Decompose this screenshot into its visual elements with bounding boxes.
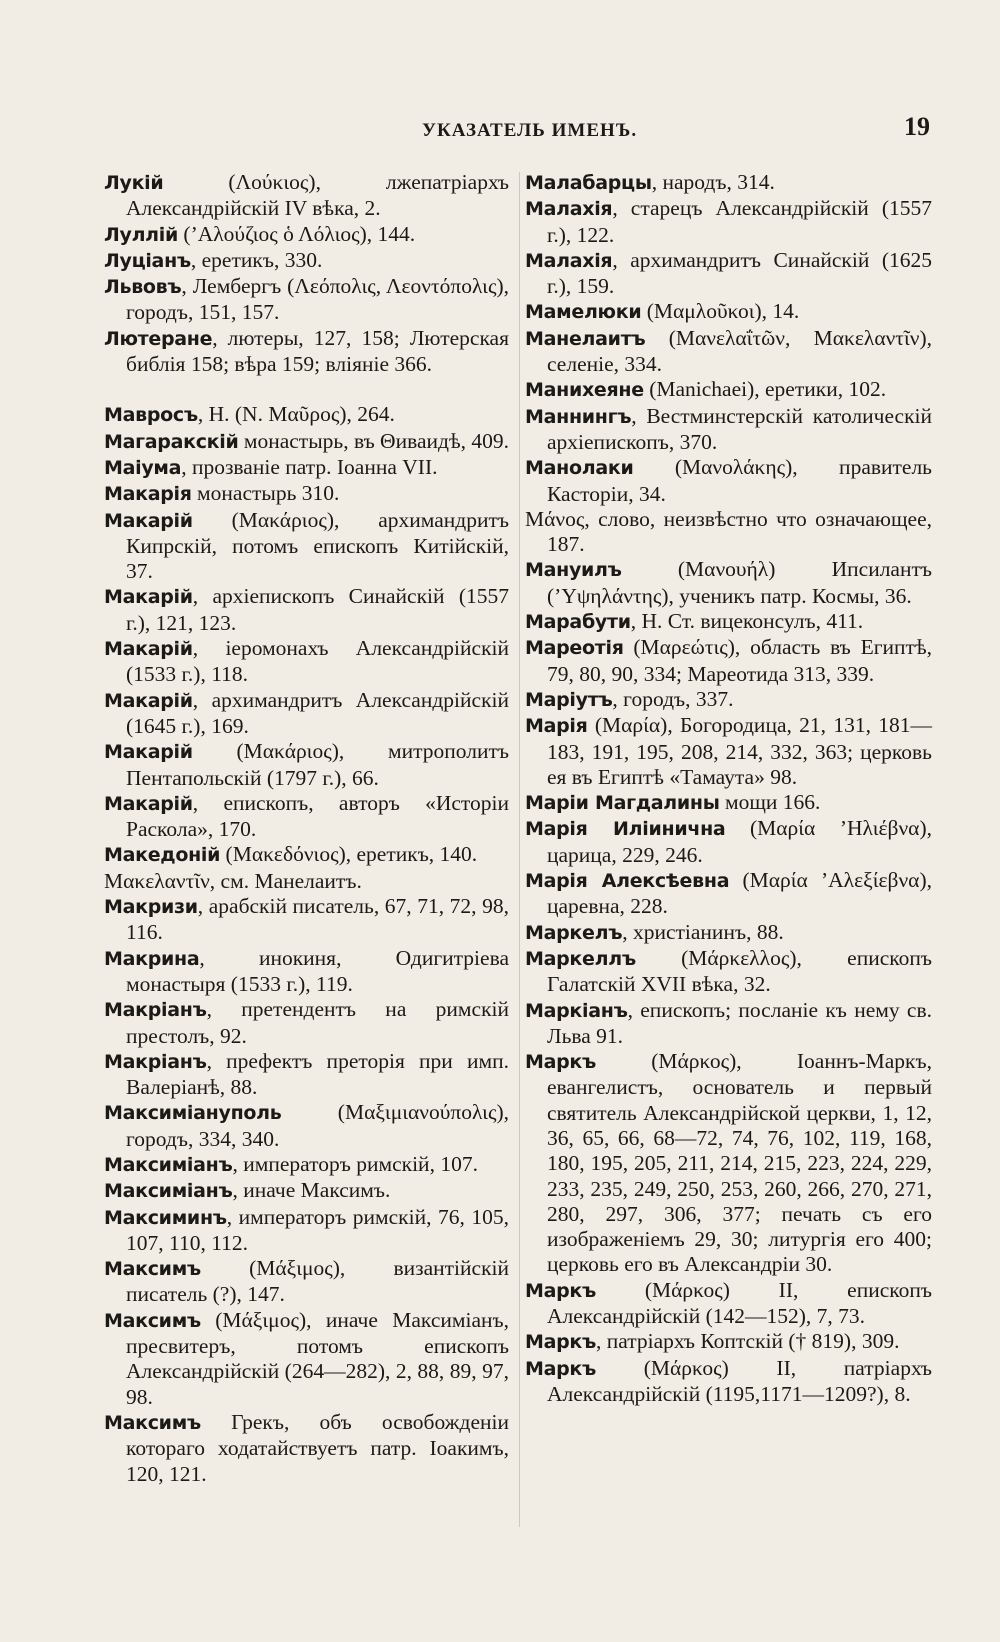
entry-text: , лютеры, 127, 158; Лютерская библія 158; вѣра 159; вліяніе 366.: [126, 325, 509, 377]
entry-text: (Μάρκελλος), епископъ Галатскій XVII вѣка, 32.: [547, 945, 932, 997]
entry-text: , старецъ Александрійскій (1557 г.), 122.: [547, 196, 932, 247]
index-entry: [104, 739, 509, 791]
index-entry: [525, 196, 932, 248]
entry-term: Максиминъ: [104, 1206, 227, 1229]
entry-text: , арабскій писатель, 67, 71, 72, 98, 116.: [126, 894, 509, 945]
entry-term: Максимъ: [104, 1258, 201, 1281]
index-column-right: [525, 170, 932, 1407]
page-header: [104, 112, 930, 152]
entry-term: Македоній: [104, 844, 221, 867]
entry-term: Макарій: [104, 792, 193, 815]
entry-text: (Μανολάκης), правитель Касторіи, 34.: [547, 455, 932, 506]
index-entry: [525, 635, 932, 687]
entry-text: , архимандритъ Александрійскій (1645 г.), 169.: [126, 687, 509, 738]
entry-term: Маріутъ: [525, 688, 613, 711]
entry-term: Макризи: [104, 896, 198, 919]
entry-text: Μακελαντῖν, см. Манелаитъ.: [104, 868, 362, 893]
entry-text: (Μαμλοῦκοι), 14.: [641, 299, 800, 324]
index-entry: [104, 1205, 509, 1257]
entry-term: Магаракскій: [104, 430, 239, 453]
index-entry: [104, 508, 509, 585]
entry-term: Мануилъ: [525, 559, 622, 582]
index-entry: [104, 274, 509, 326]
index-entry: [525, 1329, 932, 1355]
entry-term: Маіума: [104, 456, 182, 479]
index-entry: [525, 455, 932, 507]
entry-text: (Μάρκος) II, епископъ Александрійскій (142—152), 7, 73.: [547, 1277, 932, 1329]
index-entry: [104, 481, 509, 507]
index-entry: [525, 790, 932, 816]
entry-term: Максимъ: [104, 1309, 201, 1332]
index-entry: [104, 1049, 509, 1101]
running-title: УКАЗАТЕЛЬ ИМЕНЪ.: [422, 120, 638, 141]
index-entry: [104, 1256, 509, 1308]
entry-text: (Λούκιος), лжепатріархъ Александрійскій IV вѣка, 2.: [126, 170, 509, 221]
index-entry: [525, 868, 932, 920]
index-entry: [525, 920, 932, 946]
entry-text: , императоръ римскій, 76, 105, 107, 110, 112.: [126, 1204, 509, 1255]
entry-text: , императоръ римскій, 107.: [232, 1151, 478, 1176]
index-entry: [104, 688, 509, 740]
index-column-left: [104, 170, 509, 1487]
entry-text: (’Αλούζιος ὁ Λόλιος), 144.: [178, 221, 416, 246]
entry-text: , претендентъ на римскій престолъ, 92.: [126, 997, 509, 1048]
entry-text: , архіепископъ Синайскій (1557 г.), 121, 123.: [126, 584, 509, 635]
index-entry: [104, 1100, 509, 1152]
index-entry: [104, 894, 509, 946]
entry-term: Маркеллъ: [525, 947, 636, 970]
entry-text: (Μαρεώτις), область въ Египтѣ, 79, 80, 90, 334; Мареотида 313, 339.: [547, 635, 932, 686]
index-entry: [525, 998, 932, 1050]
entry-text: (Μανελαΐτῶν, Μακελαντῖν), селеніе, 334.: [547, 325, 932, 377]
entry-term: Маріи Магдалины: [525, 792, 720, 815]
entry-term: Маркъ: [525, 1051, 597, 1074]
entry-term: Мареотія: [525, 637, 624, 660]
entry-text: (Μάξιμος), византійскій писатель (?), 147.: [126, 1256, 509, 1307]
entry-text: , еретикъ, 330.: [190, 247, 323, 272]
entry-text: (Manichaei), еретики, 102.: [643, 377, 887, 402]
index-entry: [525, 299, 932, 325]
page-number: 19: [904, 112, 930, 141]
index-entry: [104, 1308, 509, 1410]
entry-term: Мамелюки: [525, 301, 642, 324]
entry-term: Мавросъ: [104, 404, 198, 427]
entry-text: монастырь 310.: [191, 481, 340, 506]
index-entry: [525, 557, 932, 609]
index-entry: [525, 1278, 932, 1330]
index-entry: [104, 1178, 509, 1204]
index-entry: [525, 713, 932, 790]
entry-text: , иначе Максимъ.: [232, 1178, 391, 1203]
entry-text: Μάνος, слово, неизвѣстно что означающее, 187.: [525, 506, 932, 557]
index-entry: [104, 1410, 509, 1487]
index-entry: [525, 377, 932, 403]
entry-text: , инокиня, Одигитріева монастыря (1533 г.), 119.: [126, 945, 509, 996]
entry-term: Малахія: [525, 249, 613, 272]
entry-text: , епископъ; посланіе къ нему св. Льва 91.: [547, 997, 932, 1048]
entry-term: Лютеране: [104, 327, 213, 350]
entry-term: Лукій: [104, 172, 164, 194]
entry-text: Грекъ, объ освобожденіи котораго ходатайствуетъ патр. Іоакимъ, 120, 121.: [126, 1409, 509, 1486]
index-entry: [104, 170, 509, 222]
index-entry: [525, 248, 932, 300]
entry-text: (Μαρία ’Αλεξίεβνα), царевна, 228.: [547, 868, 932, 919]
entry-text: (Μακάριος), архимандритъ Кипрскій, потомъ епископъ Китійскій, 37.: [126, 507, 509, 584]
entry-term: Маркелъ: [525, 921, 623, 944]
entry-text: , епископъ, авторъ «Исторіи Раскола», 170.: [126, 790, 509, 842]
entry-term: Макарій: [104, 689, 193, 712]
entry-term: Макарія: [104, 483, 192, 506]
entry-term: Марія: [525, 715, 588, 738]
index-entry: [104, 946, 509, 998]
entry-text: , архимандритъ Синайскій (1625 г.), 159.: [547, 247, 932, 299]
entry-term: Маркъ: [525, 1331, 597, 1354]
index-entry: [525, 404, 932, 456]
entry-term: Луллій: [104, 223, 179, 246]
entry-text: (Μαρία), Богородица, 21, 131, 181—183, 191, 195, 208, 214, 332, 363; церковь ея въ Египтѣ «Тамаута» 98.: [547, 713, 932, 789]
entry-term: Манелаитъ: [525, 327, 646, 350]
index-entry: [104, 636, 509, 688]
index-entry: [104, 402, 509, 428]
index-entry: [525, 609, 932, 635]
entry-term: Максиміануполь: [104, 1102, 282, 1125]
index-entry: [525, 170, 932, 196]
entry-text: (Μακάριος), митрополитъ Пентапольскій (1797 г.), 66.: [126, 739, 509, 790]
entry-term: Максиміанъ: [104, 1153, 233, 1176]
entry-term: Малахія: [525, 198, 613, 221]
index-entry: [104, 842, 509, 868]
index-entry: [104, 791, 509, 843]
index-entry: [525, 946, 932, 998]
entry-text: , патріархъ Коптскій († 819), 309.: [596, 1329, 900, 1354]
column-divider: [519, 172, 520, 1527]
entry-text: , Лембергъ (Λεόπολις, Λεοντόπολις), городъ, 151, 157.: [126, 274, 509, 325]
index-entry: [104, 455, 509, 481]
entry-term: Львовъ: [104, 276, 182, 299]
entry-term: Маркіанъ: [525, 999, 628, 1022]
entry-text: , Н. Ст. вицеконсулъ, 411.: [630, 609, 864, 634]
entry-term: Маркъ: [525, 1357, 597, 1380]
entry-term: Макарій: [104, 586, 193, 609]
index-entry: [525, 326, 932, 378]
entry-text: (Μακεδόνιος), еретикъ, 140.: [220, 842, 478, 867]
entry-text: (Μαρία ’Ηλιέβνα), царица, 229, 246.: [547, 816, 932, 867]
entry-term: Луціанъ: [104, 249, 191, 272]
index-entry: [104, 429, 509, 455]
entry-text: (Μάξιμος), иначе Максиміанъ, пресвитеръ, потомъ епископъ Александрійскій (264—282), 2, 88, 89, 97, 98.: [126, 1307, 509, 1409]
index-entry: [104, 1152, 509, 1178]
index-entry: [104, 326, 509, 378]
entry-text: (Μαξιμιανούπολις), городъ, 334, 340.: [126, 1100, 509, 1151]
entry-term: Макріанъ: [104, 999, 207, 1022]
entry-text: монастырь, въ Θиваидѣ, 409.: [238, 428, 509, 453]
entry-term: Максимъ: [104, 1411, 201, 1434]
index-entry: [525, 816, 932, 868]
entry-term: Манолаки: [525, 457, 634, 480]
entry-text: , префектъ преторія при имп. Валеріанѣ, 88.: [126, 1048, 509, 1100]
index-entry: [104, 584, 509, 636]
index-entry: [104, 248, 509, 274]
entry-term: Макарій: [104, 509, 193, 532]
entry-term: Манихеяне: [525, 379, 644, 402]
entry-text: (Μάρκος), Іоаннъ-Маркъ, евангелистъ, основатель и первый святитель Александрійской церкви, 1, 12, 36, 65, 66, 68—72, 74, 76, 102, 119, 168, 180, 195, 205, 211, 214, 215, 223, 224, 229, 233, 235, 249, 250, 253, 260, 266, 270, 271, 280, 297, 306, 377; печать съ его изображеніемъ 29, 30; литургія его 400; церковь его въ Александріи 30.: [547, 1049, 932, 1277]
index-entry: [525, 507, 932, 558]
entry-term: Макріанъ: [104, 1050, 207, 1073]
entry-text: , народъ, 314.: [651, 170, 775, 194]
entry-term: Макарій: [104, 638, 193, 661]
entry-term: Марія Иліинична: [525, 818, 726, 841]
index-entry: [525, 687, 932, 713]
index-entry: [104, 997, 509, 1049]
entry-text: , прозваніе патр. Іоанна VII.: [181, 454, 438, 479]
entry-term: Марія Алексѣевна: [525, 870, 730, 893]
entry-text: (Μανουήλ) Ипсилантъ (’Υψηλάντης), ученикъ патр. Космы, 36.: [547, 557, 932, 608]
entry-term: Марабути: [525, 611, 631, 634]
entry-term: Макрина: [104, 947, 200, 970]
entry-term: Максиміанъ: [104, 1180, 233, 1203]
index-entry: [525, 1356, 932, 1408]
entry-text: , Вестминстерскій католическій архіепископъ, 370.: [547, 403, 932, 454]
index-entry: [104, 869, 509, 894]
entry-text: (Μάρκος) II, патріархъ Александрійскій (1195,1171—1209?), 8.: [547, 1355, 932, 1406]
entry-text: , іеромонахъ Александрійскій (1533 г.), 118.: [126, 636, 509, 687]
entry-text: , городъ, 337.: [612, 686, 734, 711]
index-entry: [525, 1049, 932, 1278]
entry-term: Маркъ: [525, 1279, 597, 1302]
entry-term: Малабарцы: [525, 172, 652, 194]
entry-text: , христіанинъ, 88.: [622, 919, 784, 944]
entry-text: мощи 166.: [719, 790, 821, 815]
entry-text: , Н. (N. Μαῦρος), 264.: [197, 402, 395, 427]
index-entry: [104, 222, 509, 248]
entry-term: Маннингъ: [525, 405, 632, 428]
entry-term: Макарій: [104, 741, 193, 764]
